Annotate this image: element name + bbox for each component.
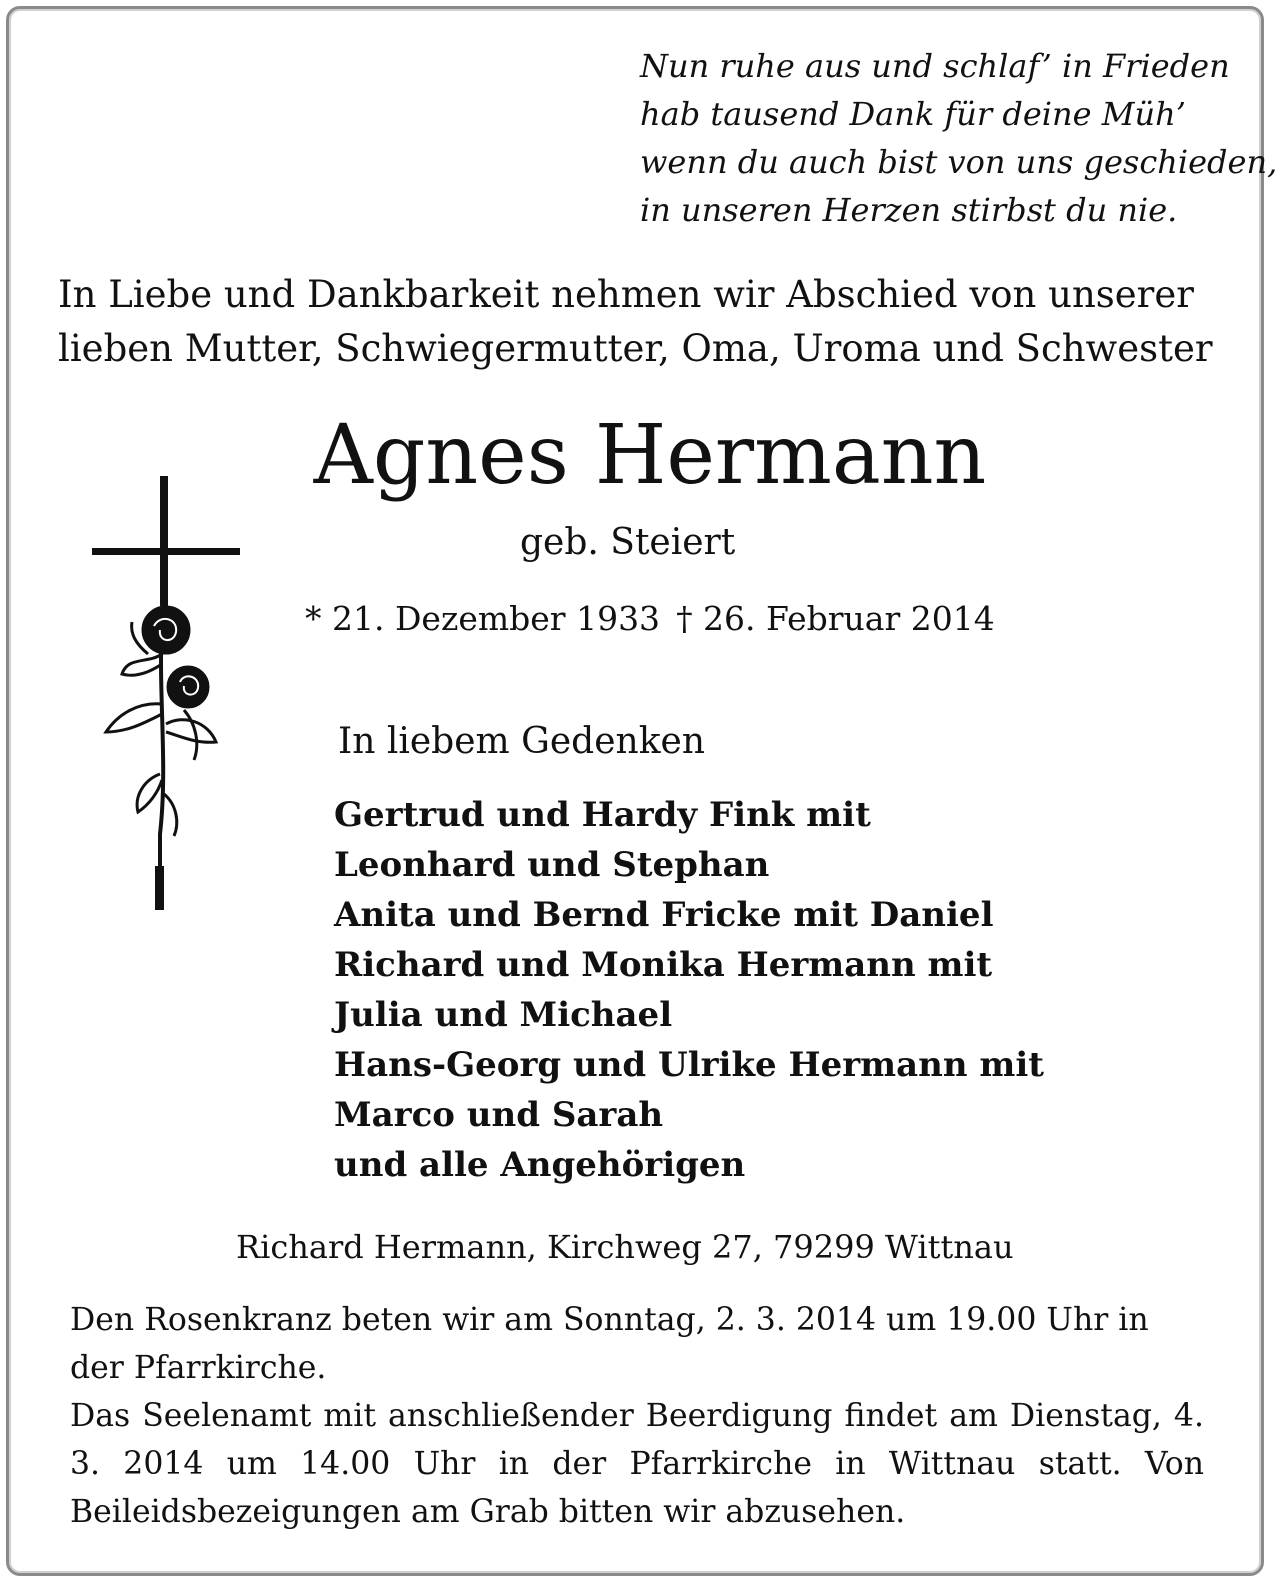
list-item: Hans-Georg und Ulrike Hermann mit bbox=[334, 1045, 1045, 1085]
contact-address: Richard Hermann, Kirchweg 27, 79299 Wittnau bbox=[236, 1228, 1014, 1266]
death-date: † 26. Februar 2014 bbox=[676, 599, 995, 638]
intro-line: In Liebe und Dankbarkeit nehmen wir Abschied von unserer bbox=[58, 273, 1194, 316]
poem-line: wenn du auch bist von uns geschieden, bbox=[640, 143, 1278, 181]
rosary-notice: Den Rosenkranz beten wir am Sonntag, 2. 3. 2014 um 19.00 Uhr in der Pfarrkirche. bbox=[70, 1302, 1149, 1386]
list-item: Anita und Bernd Fricke mit Daniel bbox=[334, 895, 994, 935]
list-item: Marco und Sarah bbox=[334, 1095, 664, 1135]
service-info bbox=[70, 1296, 1204, 1536]
deceased-name: Agnes Hermann bbox=[313, 408, 987, 503]
requiem-notice: Das Seelenamt mit anschließender Beerdigung findet am Dienstag, 4. 3. 2014 um 14.00 Uhr in der Pfarrkirche in Wittnau statt. Von Beileidsbezeigungen am Grab bitten wir abzusehen. bbox=[70, 1398, 1204, 1530]
maiden-name: geb. Steiert bbox=[520, 522, 736, 563]
life-dates bbox=[305, 596, 995, 642]
list-item: und alle Angehörigen bbox=[334, 1145, 746, 1185]
intro-line: lieben Mutter, Schwiegermutter, Oma, Uroma und Schwester bbox=[58, 327, 1213, 370]
poem-line: Nun ruhe aus und schlaf’ in Frieden bbox=[640, 47, 1230, 85]
family-list bbox=[334, 790, 1044, 1190]
birth-date: * 21. Dezember 1933 bbox=[305, 599, 661, 638]
list-item: Richard und Monika Hermann mit bbox=[334, 945, 993, 985]
list-item: Gertrud und Hardy Fink mit bbox=[334, 795, 871, 835]
cross-with-roses-icon bbox=[88, 474, 244, 914]
intro-text bbox=[58, 268, 1238, 376]
poem-line: hab tausend Dank für deine Müh’ bbox=[640, 95, 1186, 133]
poem-line: in unseren Herzen stirbst du nie. bbox=[640, 191, 1178, 229]
list-item: Julia und Michael bbox=[334, 995, 673, 1035]
poem bbox=[640, 42, 1278, 234]
memory-line: In liebem Gedenken bbox=[338, 721, 706, 762]
list-item: Leonhard und Stephan bbox=[334, 845, 770, 885]
